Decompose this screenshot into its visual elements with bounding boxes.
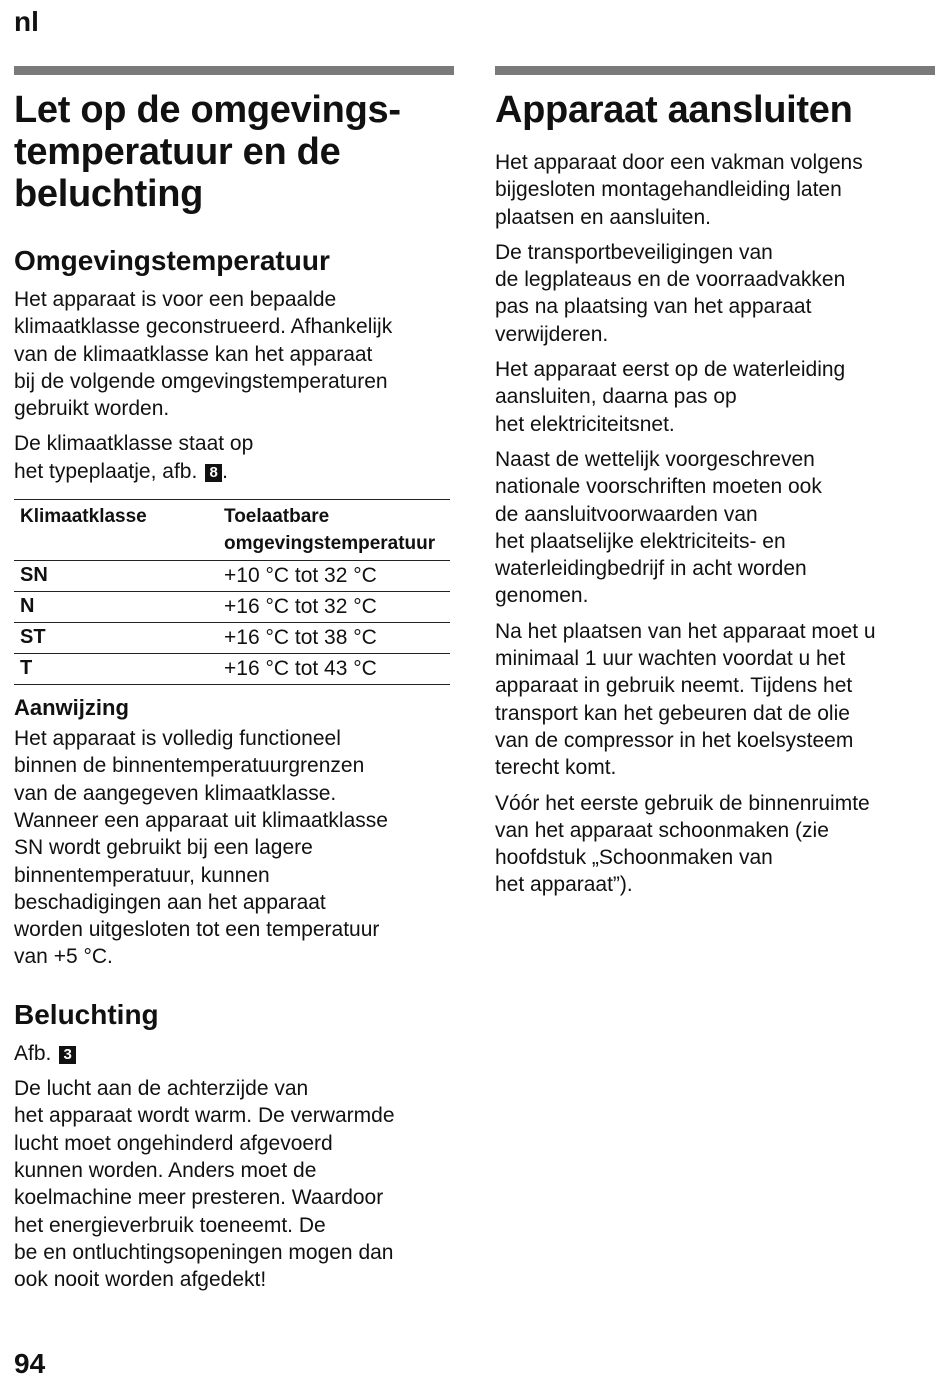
table-cell-class: SN (20, 564, 48, 587)
table-cell-class: N (20, 595, 35, 618)
right-title: Apparaat aansluiten (495, 89, 853, 131)
figure-ref-label: Afb. (14, 1041, 58, 1065)
table-row (14, 592, 450, 623)
note-title: Aanwijzing (14, 695, 129, 721)
table-cell-temperature: +10 °C tot 32 °C (224, 564, 377, 588)
table-header-temperature: Toelaatbare omgevingstemperatuur (224, 506, 436, 555)
language-label: nl (14, 6, 39, 37)
paragraph-climate-class: Het apparaat is voor een bepaalde klimaatklasse geconstrueerd. Afhankelijk van de klimaatklasse kan het apparaat bij de volgende omgevingstemperaturen gebruikt worden. (14, 288, 393, 421)
paragraph-regulations: Naast de wettelijk voorgeschreven nationale voorschriften moeten ook de aansluitvoorwaarden van het plaatselijke elektriciteits- en waterleidingbedrijf in acht worden genomen. (495, 447, 822, 608)
table-cell-class: T (20, 657, 33, 680)
climate-class-table (14, 499, 450, 685)
paragraph-typeplate (14, 430, 454, 485)
left-column (14, 66, 454, 1301)
figure-reference (14, 1040, 454, 1067)
figure-ref-3: 3 (59, 1046, 76, 1064)
figure-ref-8: 8 (205, 464, 222, 482)
left-title: Let op de omgevings- temperatuur en de beluchting (14, 89, 401, 215)
paragraph-cleaning: Vóór het eerste gebruik de binnenruimte van het apparaat schoonmaken (zie hoofdstuk „Schoonmaken van het apparaat”). (495, 791, 870, 897)
page-number: 94 (14, 1348, 46, 1379)
table-cell-temperature: +16 °C tot 38 °C (224, 626, 377, 650)
table-header-class: Klimaatklasse (20, 506, 147, 528)
table-row (14, 623, 450, 654)
heading-omgevingstemperatuur: Omgevingstemperatuur (14, 245, 330, 276)
table-row (14, 654, 450, 685)
heading-beluchting: Beluchting (14, 998, 159, 1030)
table-row (14, 561, 450, 592)
table-header-row (14, 500, 450, 561)
table-cell-class: ST (20, 626, 46, 649)
note-text: Het apparaat is volledig functioneel binnen de binnentemperatuurgrenzen van de aangegeven klimaatklasse. Wanneer een apparaat uit klimaatklasse SN wordt gebruikt bij een lagere binnentemperatuur, kunnen beschadigingen aan het apparaat worden uitgesloten tot een temperatuur van +5 °C. (14, 727, 388, 969)
right-column (495, 66, 935, 907)
typeplate-text: De klimaatklasse staat op het typeplaatje, afb. (14, 432, 254, 483)
paragraph-ventilation: De lucht aan de achterzijde van het apparaat wordt warm. De verwarmde lucht moet ongehinderd afgevoerd kunnen worden. Anders moet de koelmachine meer presteren. Waardoor het energieverbruik toeneemt. De be en ontluchtingsopeningen mogen dan ook nooit worden afgedekt! (14, 1077, 395, 1292)
section-rule (14, 66, 454, 75)
table-cell-temperature: +16 °C tot 32 °C (224, 595, 377, 619)
paragraph-transport-locks: De transportbeveiligingen van de legplateaus en de voorraadvakken pas na plaatsing van het apparaat verwijderen. (495, 240, 846, 346)
typeplate-end: . (222, 459, 228, 483)
paragraph-water-connection: Het apparaat eerst op de waterleiding aansluiten, daarna pas op het elektriciteitsnet. (495, 358, 846, 436)
paragraph-waiting-time: Na het plaatsen van het apparaat moet u minimaal 1 uur wachten voordat u het apparaat in gebruik neemt. Tijdens het transport kan het gebeuren dat de olie van de compressor in het koelsysteem terecht komt. (495, 619, 876, 780)
section-rule (495, 66, 935, 75)
paragraph-installation: Het apparaat door een vakman volgens bijgesloten montagehandleiding laten plaatsen en aansluiten. (495, 151, 863, 229)
table-cell-temperature: +16 °C tot 43 °C (224, 657, 377, 681)
